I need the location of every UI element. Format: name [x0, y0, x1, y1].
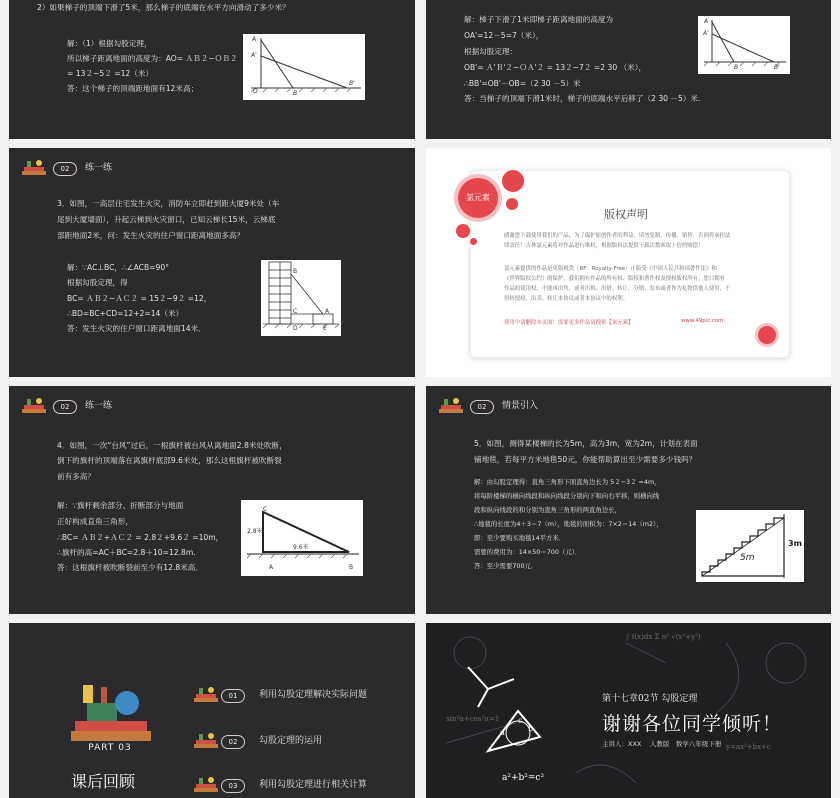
s2-fig-label-a: A [704, 18, 709, 25]
s5-solution-2: 正好构成直角三角形， [57, 517, 133, 526]
review-item-1-label: 利用勾股定理解决实际问题 [259, 690, 368, 700]
copyright-para2-2: 《世界版权公约》的保护，我们拥有作品的所有权、版权和著作权及授权版权所有，您只拥有 [504, 276, 726, 282]
s6-solution-6: 需要的费用为：14×50＝700（元）． [474, 548, 582, 556]
s5-problem-1: 4．如图，一次“台风”过后，一根旗杆被台风从离地面2.8米处吹断， [57, 441, 287, 450]
stairs-figure [696, 510, 804, 582]
slide-6[interactable] [426, 386, 831, 614]
books-icon [191, 773, 223, 797]
chalk-formula-1: ∫ f(x)dx Σ n² √(x²+y²) [626, 633, 701, 641]
copyright-para2-4: 得转授权、出卖、转让本协议或者本协议中的权利。 [504, 296, 628, 302]
s3-header-label: 练一练 [85, 163, 113, 173]
s2-fig-label-b2: B' [774, 64, 780, 71]
copyright-para1-1: 感谢您下载使用我们的产品，为了保护原创作者的利益，请勿复制、传播、销售，否则将承担法 [504, 233, 731, 239]
review-title: 课后回顾 [71, 772, 136, 791]
slide-3[interactable] [9, 148, 415, 377]
decor-dot-2 [506, 198, 518, 210]
s1-line-4: 答：这个梯子的顶端距地面有12米高； [67, 84, 199, 93]
slide-4-copyright[interactable] [426, 148, 831, 377]
pythagoras-formula: a²+b²=c² [502, 773, 545, 783]
s5-fig-label-height: 2.8米 [247, 528, 263, 535]
review-item-1[interactable] [191, 683, 401, 705]
s3-header [19, 156, 139, 180]
copyright-footer-note: 使用中请删除本页面！需要更多作品请搜索【氯元素】 [504, 320, 634, 326]
s5-problem-2: 倒下的旗杆的顶端落在离旗杆底部9.6米处，那么这根旗杆被吹断裂 [57, 456, 282, 465]
review-item-2-num: 02 [221, 735, 245, 749]
s2-line-4: OB'= Ａ'Ｂ'２−ＯＡ'２ = 13２−7２ =2 30 （米）， [464, 63, 647, 72]
s1-fig-label-b: B [293, 90, 298, 97]
s1-line-3: = 13２−5２ =12（米） [67, 69, 154, 78]
s1-line-1: 解：（1）根据勾股定理， [67, 39, 152, 48]
s3-fig-label-b: B [293, 268, 298, 275]
s2-line-3: 根据勾股定理： [464, 47, 518, 56]
s3-solution-4: ∴BD=BC+CD=12+2=14（米） [67, 309, 184, 318]
s6-solution-2: 将每阶楼梯的横向线段和纵向线段分别向下和向右平移，则横向线 [474, 492, 660, 500]
s5-solution-5: 答：这根旗杆被吹断裂前至少有12.8米高． [57, 563, 203, 572]
s2-line-6: 答：当梯子的顶端下滑1米时，梯子的底端水平后移了（2 30 －5）米. [464, 94, 701, 103]
compass-triangle-icon [460, 663, 560, 773]
review-item-1-num: 01 [221, 689, 245, 703]
review-item-2-label: 勾股定理的运用 [259, 736, 323, 746]
s6-solution-7: 答：至少需要700元． [474, 562, 538, 570]
s3-fig-label-c: C [293, 308, 298, 315]
s6-header-num: 02 [470, 400, 494, 414]
s2-fig-label-b: B [734, 64, 739, 71]
s1-fig-label-b2: B' [349, 80, 355, 87]
chapter-title: 第十七章02节 勾股定理 [602, 694, 698, 704]
books-icon [191, 729, 223, 753]
decor-dot-1 [502, 170, 524, 192]
s5-header-num: 02 [53, 400, 77, 414]
s3-solution-2: 根据勾股定理，得 [67, 278, 128, 287]
s3-fig-label-e: E [323, 325, 327, 332]
decor-dot-3 [456, 224, 470, 238]
brand-badge: 氯元素 [458, 178, 498, 218]
books-icon [19, 394, 51, 418]
s3-problem-3: 部距地面2米，问：发生火灾的住户窗口距离地面多高？ [57, 231, 245, 240]
copyright-title: 版权声明 [604, 208, 648, 221]
s6-solution-3: 段和纵向线段的和分别为直角三角形的两直角边长， [474, 506, 621, 514]
chalk-formula-2: sin²α+cos²α=1 [446, 715, 500, 723]
s6-solution-1: 解：由勾股定理得：直角三角形下面直角边长为 5２−3２ =4m， [474, 478, 661, 486]
slide-5[interactable] [9, 386, 415, 614]
s3-problem-1: 3．如图，一高层住宅发生火灾，消防车立即赶到距大厦9米处（车 [57, 199, 280, 208]
s2-fig-label-a2: A' [703, 30, 709, 37]
decor-dot-5 [758, 326, 776, 344]
s1-fig-label-a: A [252, 36, 257, 43]
s6-header [436, 394, 556, 418]
ladder-figure-2 [698, 16, 790, 74]
slide-2[interactable] [426, 0, 831, 139]
s3-header-num: 02 [53, 162, 77, 176]
svg-text:a: a [500, 728, 505, 737]
copyright-para2-3: 作品的使用权，不能再出售，或者出租、出借、转让、分销、发布或者作为礼物供他人使用，不 [504, 286, 731, 292]
s6-fig-label-height: 3m [788, 539, 802, 548]
s6-header-label: 情景引入 [502, 401, 539, 411]
flagpole-figure [241, 500, 363, 576]
s3-fig-label-d: D [293, 325, 298, 332]
s1-fig-label-o: O [253, 88, 258, 95]
books-icon [436, 394, 468, 418]
s3-problem-2: 尾到大厦墙面），升起云梯到火灾窗口，已知云梯长15米，云梯底 [57, 215, 276, 224]
review-item-3-num: 03 [221, 779, 245, 793]
s5-solution-4: ∴旗杆的高=AC＋BC=2.8＋10=12.8m. [57, 548, 196, 557]
review-item-3[interactable] [191, 773, 401, 795]
books-icon [191, 683, 223, 707]
s1-question: 2）如果梯子的顶端下滑了5米，那么梯子的底端在水平方向滑动了多少米？ [37, 3, 290, 12]
presenter-meta: 主讲人：XXX 人教版 数学八年级下册 [602, 740, 722, 748]
s5-fig-label-distance: 9.6米 [293, 544, 309, 551]
s5-solution-3: ∴BC= ＡＢ２+ＡＣ２ = 2.8２+9.6２ =10m， [57, 533, 224, 542]
s6-problem-2: 铺地毯，若每平方米地毯50元，你能帮助算出至少需要多少钱吗？ [474, 455, 697, 464]
s2-line-1: 解：梯子下滑了1米即梯子距离地面的高度为 [464, 15, 614, 24]
review-item-3-label: 利用勾股定理进行相关计算 [259, 780, 368, 790]
thanks-title: 谢谢各位同学倾听！ [602, 713, 783, 735]
copyright-para2-1: 氯元素提供的作品是免版税类（RF：Royalty-Free）正版受《中国人民共和国著作法》和 [504, 266, 717, 272]
s1-line-2: 所以梯子距离地面的高度为：AO= ＡＢ２−ＯＢ２ [67, 54, 238, 63]
s5-fig-label-a: A [269, 564, 274, 571]
chalk-formula-3: y=ax²+bx+c [726, 743, 771, 751]
s5-fig-label-c: C [263, 506, 268, 513]
slide-8-thanks[interactable] [426, 623, 831, 798]
s2-line-2: OA'=12－5=7（米）， [464, 31, 544, 40]
part-label: PART 03 [88, 743, 132, 753]
s5-solution-1: 解：∵旗杆剩余部分、折断部分与地面 [57, 501, 184, 510]
ladder-figure-1 [243, 34, 365, 100]
s5-problem-3: 前有多高？ [57, 472, 95, 481]
s6-solution-4: ∴地毯的长度为4＋3＝7（m），地毯的面积为：7×2＝14（m2）， [474, 520, 663, 528]
s6-fig-label-length: 5m [740, 553, 755, 563]
fire-ladder-figure [261, 260, 341, 336]
s3-fig-label-a: A [325, 308, 330, 315]
s5-header [19, 394, 139, 418]
decor-dot-4 [470, 238, 477, 245]
s1-fig-label-a2: A' [251, 52, 257, 59]
slide-1[interactable] [9, 0, 415, 139]
books-icon [19, 156, 51, 180]
slide-7-review[interactable] [9, 623, 415, 798]
copyright-para1-2: 律责任！吉林氯元素将对作品进行维权，根据版权法提供下载次数索取十倍的赔偿！ [504, 243, 704, 249]
s3-solution-1: 解：∵AC⊥BC，∴∠ACB=90° [67, 263, 170, 272]
s6-solution-5: 即：至少要购买地毯14平方米． [474, 534, 566, 542]
s3-solution-5: 答：发生火灾的住户窗口距离地面14米． [67, 324, 206, 333]
s6-problem-1: 5．如图，测得某楼梯的长为5m，高为3m，宽为2m，计划在表面 [474, 439, 698, 448]
s2-line-5: ∴BB'=OB'－OB=（2 30 －5）米 [464, 79, 581, 88]
s3-solution-3: BC= ＡＢ２−ＡＣ２ = 15２−9２ =12， [67, 294, 212, 303]
copyright-url[interactable]: www.49pic.com [681, 318, 724, 324]
svg-text:b: b [528, 724, 534, 733]
s5-fig-label-b: B [349, 564, 354, 571]
svg-text:c: c [518, 716, 523, 725]
copyright-card [470, 170, 790, 358]
s5-header-label: 练一练 [85, 401, 113, 411]
review-item-2[interactable] [191, 729, 401, 751]
